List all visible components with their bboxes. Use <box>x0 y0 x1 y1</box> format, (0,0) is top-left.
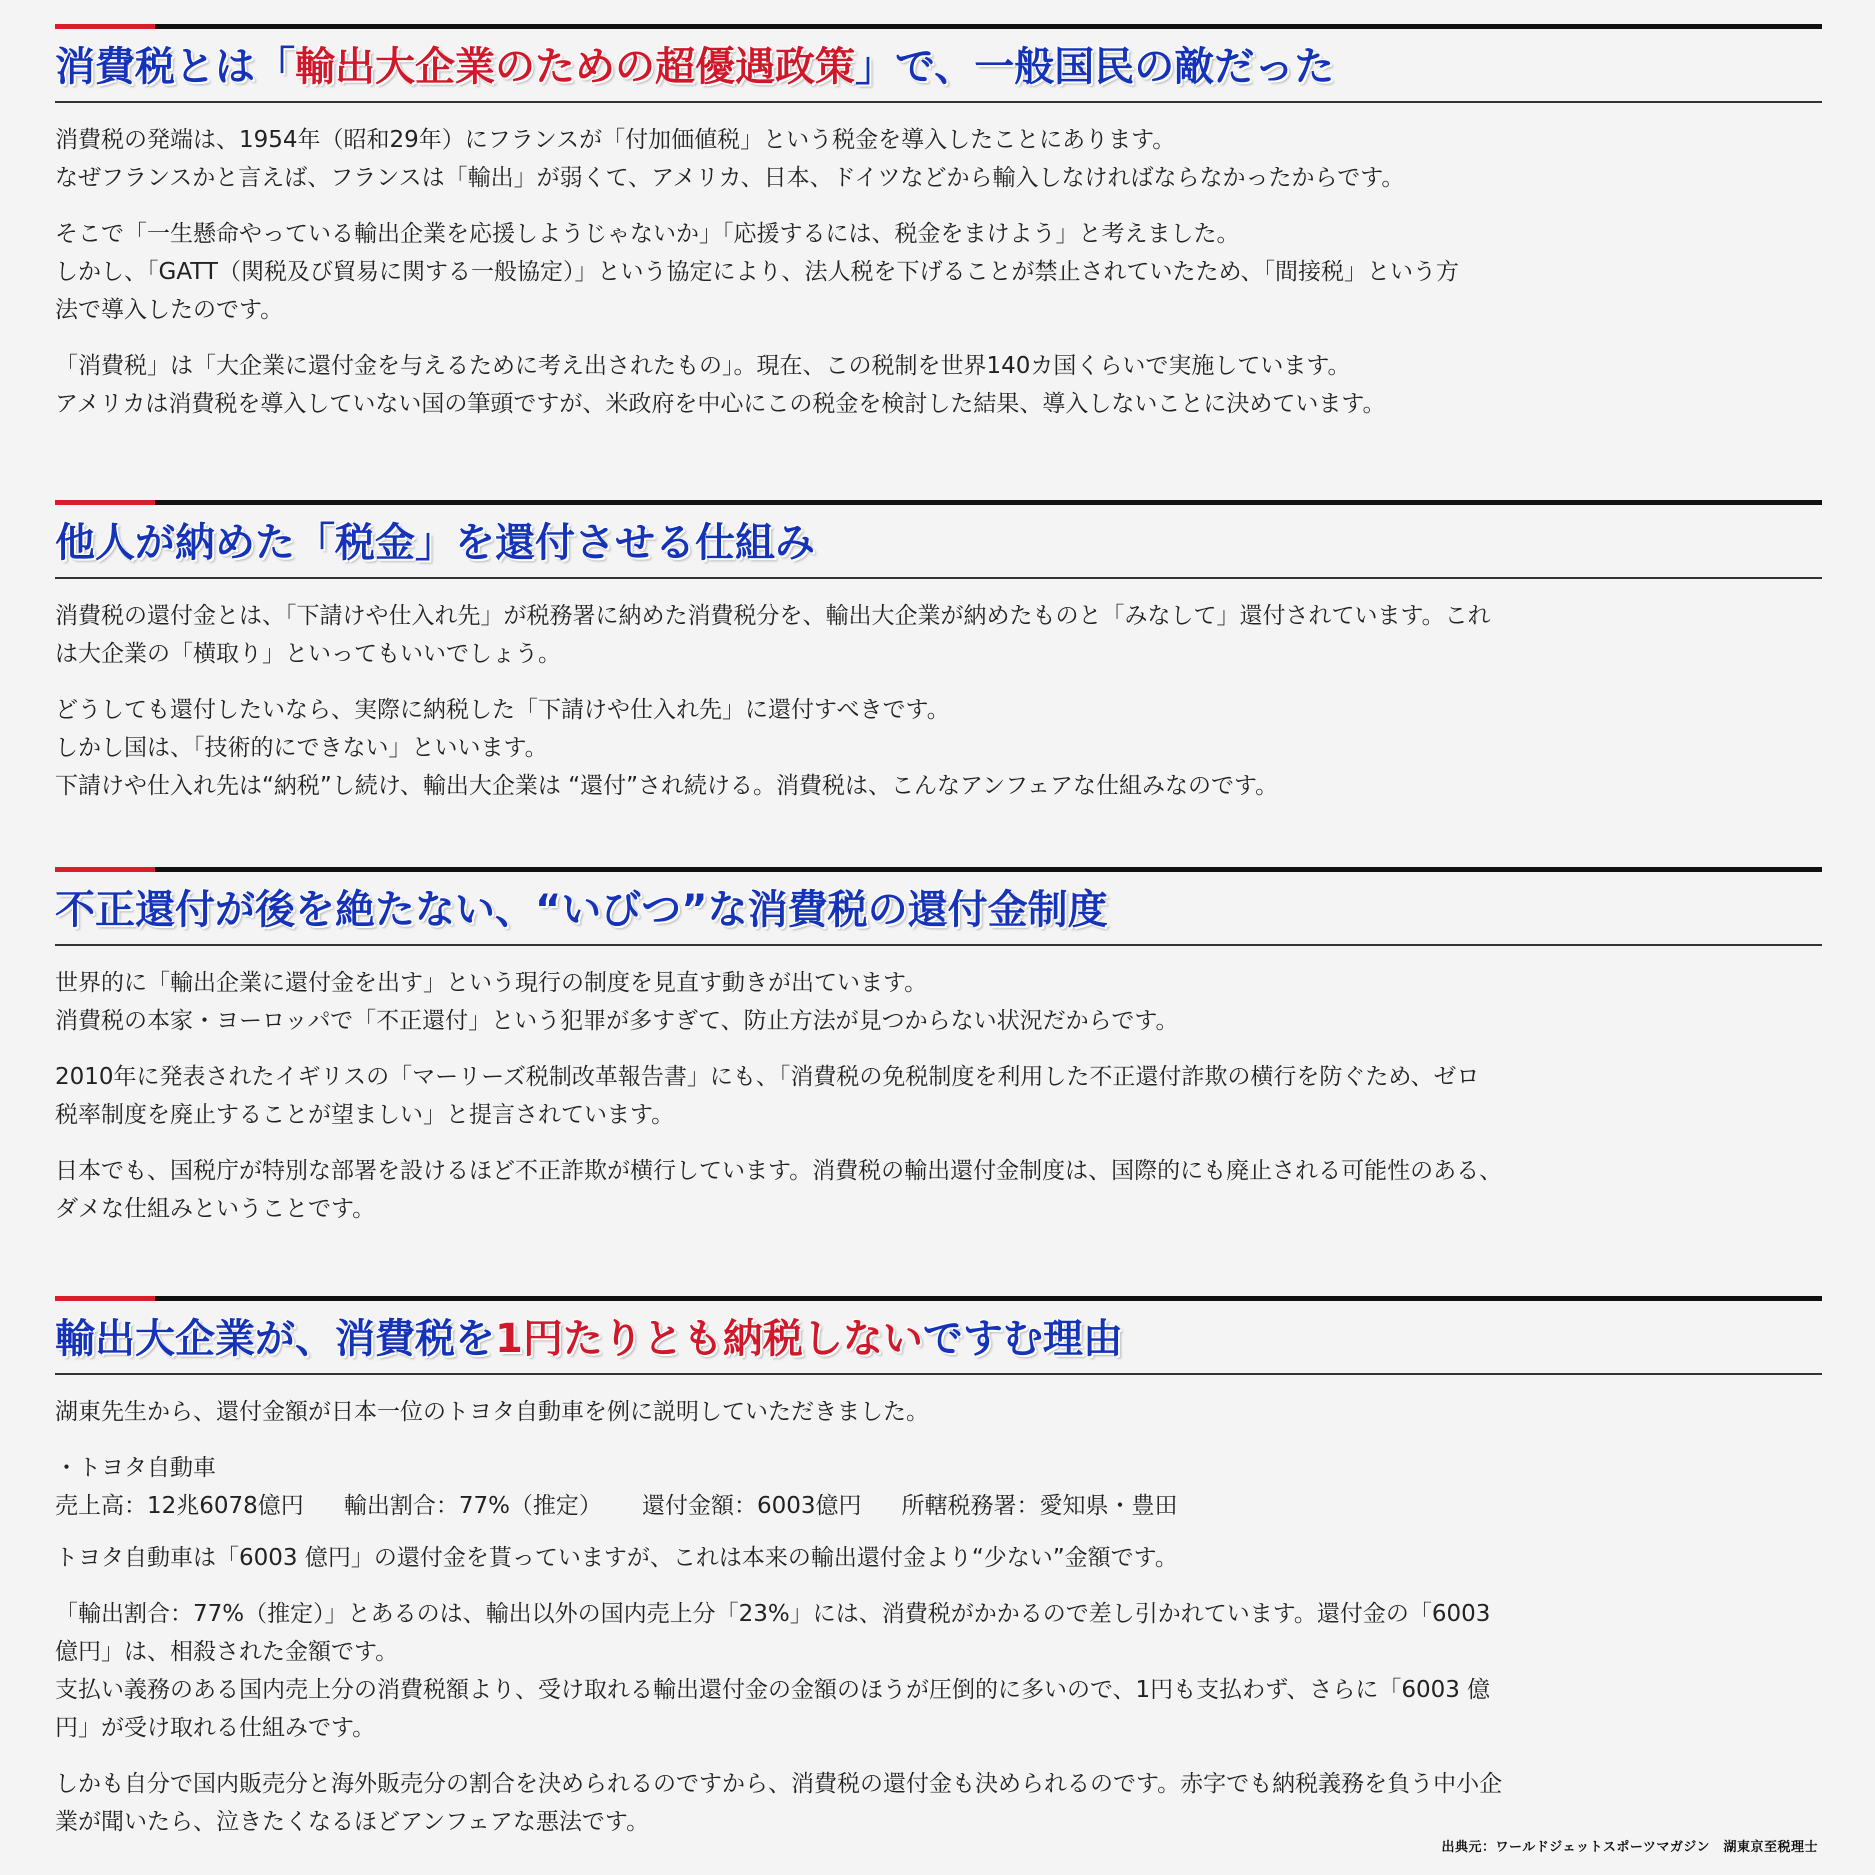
text-line: 「消費税」は「大企業に還付金を与えるために考え出されたもの」。現在、この税制を世界140カ国くらいで実施しています。 <box>55 353 1351 379</box>
text-line: 億円」は、相殺された金額です。 <box>55 1639 399 1665</box>
text-line: そこで「一生懸命やっている輸出企業を応援しようじゃないか」「応援するには、税金をまけよう」と考えました。 <box>55 221 1240 247</box>
text-line: しかし、「GATT（関税及び貿易に関する一般協定）」という協定により、法人税を下げることが禁止されていたため、「間接税」という方 <box>55 259 1460 285</box>
title-part: 他人が納めた「税金」を還付させる仕組み <box>55 520 815 566</box>
section-3-body <box>55 964 1822 1228</box>
text-line: 消費税の本家・ヨーロッパで「不正還付」という犯罪が多すぎて、防止方法が見つからない状況だからです。 <box>55 1008 1179 1034</box>
title-part: 消費税とは「 <box>55 44 295 90</box>
text-line: アメリカは消費税を導入していない国の筆頭ですが、米政府を中心にこの税金を検討した結果、導入しないことに決めています。 <box>55 391 1386 417</box>
company-facts <box>55 1449 1822 1525</box>
text-line: しかも自分で国内販売分と海外販売分の割合を決められるのですから、消費税の還付金も決められるのです。赤字でも納税義務を負う中小企 <box>55 1771 1503 1797</box>
paragraph <box>55 1058 1822 1134</box>
text-line: しかし国は、「技術的にできない」といいます。 <box>55 735 548 761</box>
fact-export-ratio: 輸出割合：77%（推定） <box>343 1493 602 1519</box>
company-name: ・トヨタ自動車 <box>55 1455 216 1481</box>
paragraph <box>55 1595 1822 1747</box>
section-4-body <box>55 1393 1822 1841</box>
title-part: ですむ理由 <box>922 1316 1123 1362</box>
text-line: トヨタ自動車は「6003 億円」の還付金を貰っていますが、これは本来の輸出還付金より“少ない”金額です。 <box>55 1545 1178 1571</box>
fact-sales: 売上高：12兆6078億円 <box>55 1493 304 1519</box>
fact-refund: 還付金額：6003億円 <box>641 1493 862 1519</box>
text-line: 支払い義務のある国内売上分の消費税額より、受け取れる輸出還付金の金額のほうが圧倒的に多いので、1円も支払わず、さらに「6003 億 <box>55 1677 1491 1703</box>
text-line: どうしても還付したいなら、実際に納税した「下請けや仕入れ先」に還付すべきです。 <box>55 697 950 723</box>
text-line: ダメな仕組みということです。 <box>55 1196 376 1222</box>
paragraph <box>55 1393 1822 1431</box>
text-line: 業が聞いたら、泣きたくなるほどアンフェアな悪法です。 <box>55 1809 650 1835</box>
text-line: 税率制度を廃止することが望ましい」と提言されています。 <box>55 1102 675 1128</box>
paragraph <box>55 121 1822 197</box>
title-highlight: 輸出大企業のための超優遇政策 <box>295 44 855 90</box>
source-credit: 出典元：ワールドジェットスポーツマガジン 湖東京至税理士 <box>1441 1840 1818 1855</box>
paragraph <box>55 1152 1822 1228</box>
title-highlight: 1円たりとも納税しない <box>495 1316 923 1362</box>
section-2 <box>55 500 1822 823</box>
paragraph <box>55 597 1822 673</box>
section-3-title <box>55 886 1822 946</box>
text-line: 下請けや仕入れ先は“納税”し続け、輸出大企業は “還付”され続ける。消費税は、こんなアンフェアな仕組みなのです。 <box>55 773 1279 799</box>
section-1-title <box>55 43 1822 103</box>
paragraph <box>55 1765 1822 1841</box>
text-line: 世界的に「輸出企業に還付金を出す」という現行の制度を見直す動きが出ています。 <box>55 970 928 996</box>
paragraph <box>55 347 1822 423</box>
text-line: 湖東先生から、還付金額が日本一位のトヨタ自動車を例に説明していただきました。 <box>55 1399 929 1425</box>
title-part: 」で、一般国民の敵だった <box>855 44 1335 90</box>
text-line: 「輸出割合：77%（推定）」とあるのは、輸出以外の国内売上分「23%」には、消費税がかかるので差し引かれています。還付金の「6003 <box>55 1601 1491 1627</box>
section-2-title <box>55 519 1822 579</box>
text-line: 日本でも、国税庁が特別な部署を設けるほど不正詐欺が横行しています。消費税の輸出還付金制度は、国際的にも廃止される可能性のある、 <box>55 1158 1503 1184</box>
text-line: 2010年に発表されたイギリスの「マーリーズ税制改革報告書」にも、「消費税の免税制度を利用した不正還付詐欺の横行を防ぐため、ゼロ <box>55 1064 1480 1090</box>
paragraph <box>55 1539 1822 1577</box>
title-part: 不正還付が後を絶たない、“いびつ”な消費税の還付金制度 <box>55 887 1108 933</box>
paragraph <box>55 215 1822 329</box>
paragraph <box>55 964 1822 1040</box>
paragraph <box>55 691 1822 805</box>
section-divider <box>55 24 1822 29</box>
title-part: 輸出大企業が、消費税を <box>55 1316 495 1362</box>
section-4-title <box>55 1315 1822 1375</box>
section-3 <box>55 867 1822 1246</box>
section-4 <box>55 1296 1822 1859</box>
section-2-body <box>55 597 1822 805</box>
section-1 <box>55 24 1822 441</box>
fact-tax-office: 所轄税務署：愛知県・豊田 <box>901 1493 1178 1519</box>
text-line: 円」が受け取れる仕組みです。 <box>55 1715 376 1741</box>
section-divider <box>55 1296 1822 1301</box>
section-divider <box>55 500 1822 505</box>
text-line: 消費税の還付金とは、「下請けや仕入れ先」が税務署に納めた消費税分を、輸出大企業が納めたものと「みなして」還付されています。これ <box>55 603 1491 629</box>
section-1-body <box>55 121 1822 423</box>
text-line: 消費税の発端は、1954年（昭和29年）にフランスが「付加価値税」という税金を導入したことにあります。 <box>55 127 1176 153</box>
section-divider <box>55 867 1822 872</box>
text-line: 法で導入したのです。 <box>55 297 284 323</box>
text-line: は大企業の「横取り」といってもいいでしょう。 <box>55 641 561 667</box>
text-line: なぜフランスかと言えば、フランスは「輸出」が弱くて、アメリカ、日本、ドイツなどから輸入しなければならなかったからです。 <box>55 165 1405 191</box>
